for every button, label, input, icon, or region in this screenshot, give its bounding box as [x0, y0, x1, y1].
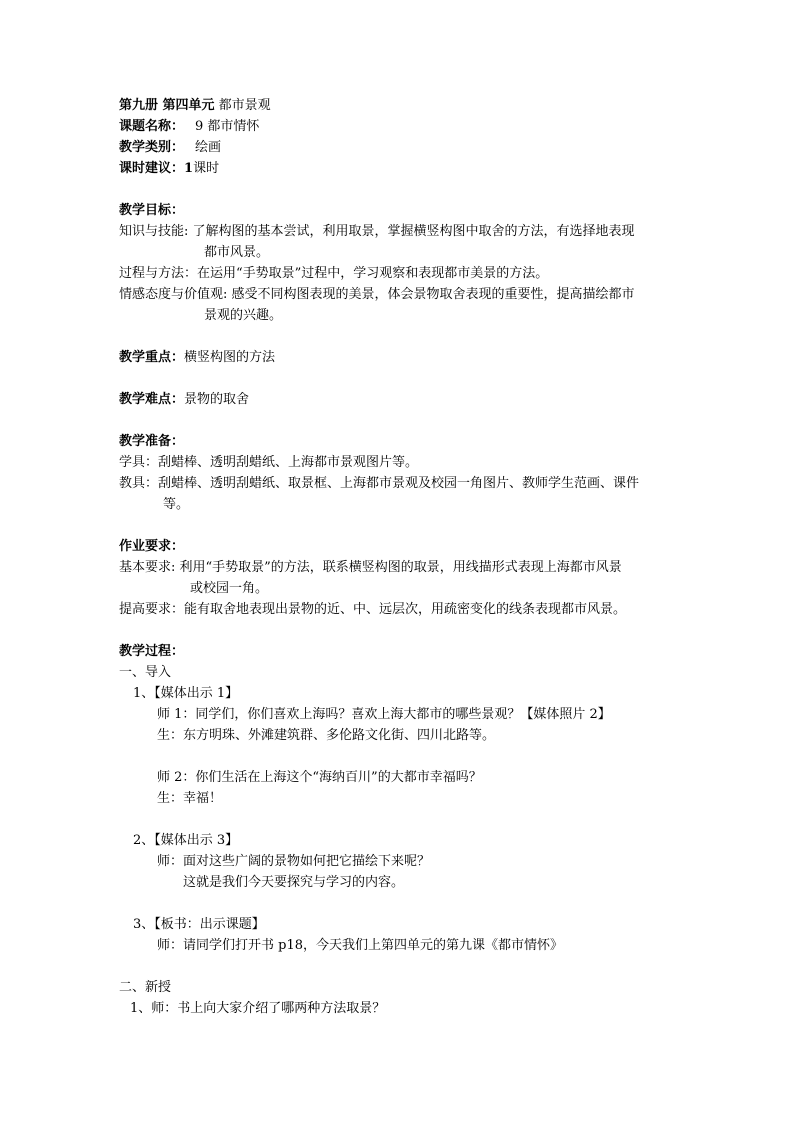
difficulty-value: 景物的取舍	[184, 392, 250, 407]
objective-knowledge-line1: 知识与技能: 了解构图的基本尝试，利用取景，掌握横竖构图中取舍的方法，有选择地表现	[119, 224, 635, 239]
hours-line	[119, 159, 219, 179]
category-line	[119, 138, 221, 158]
preparation-heading: 教学准备：	[119, 434, 185, 449]
book-unit-bold: 第九册 第四单元	[119, 98, 215, 113]
homework-basic-line2: 或校园一角。	[190, 581, 269, 596]
homework-basic-line1: 基本要求: 利用“手势取景”的方法，联系横竖构图的取景，用线描形式表现上海都市风景	[119, 560, 622, 575]
student2-line: 生：幸福！	[157, 791, 223, 806]
step1-title: 1、【媒体出示 1】	[133, 686, 239, 701]
key-point-value: 横竖构图的方法	[184, 350, 276, 365]
difficulty-label: 教学难点：	[119, 392, 185, 407]
objective-knowledge-line2: 都市风景。	[204, 245, 270, 260]
new1-line: 1、师：书上向大家介绍了哪两种方法取景？	[130, 1001, 386, 1016]
objective-emotion-line2: 景观的兴趣。	[204, 308, 283, 323]
process-heading: 教学过程：	[119, 644, 185, 659]
section2-title: 二、新授	[119, 980, 172, 995]
hours-value-bold: 1	[184, 161, 194, 176]
lesson-name-line	[119, 117, 259, 137]
book-unit-line	[119, 96, 271, 116]
teacher3-line1: 师：面对这些广阔的景物如何把它描绘下来呢？	[157, 854, 431, 869]
hours-label: 课时建议：	[119, 161, 185, 176]
category-value: 绘画	[195, 140, 222, 155]
lesson-label: 课题名称：	[119, 119, 185, 134]
lesson-value: 9 都市情怀	[195, 119, 260, 134]
student1-line: 生：东方明珠、外滩建筑群、多伦路文化街、四川北路等。	[157, 728, 496, 743]
key-point-line	[119, 348, 275, 368]
book-unit-rest: 都市景观	[218, 98, 271, 113]
teacher1-line: 师 1：同学们，你们喜欢上海吗？喜欢上海大都市的哪些景观？【媒体照片 2】	[157, 707, 611, 722]
teacher3-line2: 这就是我们今天要探究与学习的内容。	[183, 875, 405, 890]
objective-emotion-line1: 情感态度与价值观: 感受不同构图表现的美景，体会景物取舍表现的重要性，提高描绘都市	[119, 287, 635, 302]
preparation-student-line: 学具：刮蜡棒、透明刮蜡纸、上海都市景观图片等。	[119, 455, 419, 470]
objective-process-line1: 过程与方法：在运用“手势取景”过程中，学习观察和表现都市美景的方法。	[119, 266, 549, 281]
key-point-label: 教学重点：	[119, 350, 185, 365]
step2-title: 2、【媒体出示 3】	[133, 833, 239, 848]
category-label: 教学类别：	[119, 140, 185, 155]
teacher2-line: 师 2：你们生活在上海这个“海纳百川”的大都市幸福吗？	[157, 770, 482, 785]
homework-advanced-line: 提高要求：能有取舍地表现出景物的近、中、远层次，用疏密变化的线条表现都市风景。	[119, 602, 627, 617]
objectives-heading: 教学目标：	[119, 203, 185, 218]
preparation-teacher-line1: 教具：刮蜡棒、透明刮蜡纸、取景框、上海都市景观及校园一角图片、教师学生范画、课件	[119, 476, 640, 491]
difficulty-line	[119, 390, 249, 410]
section1-title: 一、导入	[119, 665, 172, 680]
teacher4-line: 师：请同学们打开书 p18，今天我们上第四单元的第九课《都市情怀》	[157, 938, 563, 953]
hours-value-rest: 课时	[193, 161, 220, 176]
preparation-teacher-line2: 等。	[163, 497, 190, 512]
homework-heading: 作业要求：	[119, 539, 185, 554]
step3-title: 3、【板书：出示课题】	[133, 917, 265, 932]
